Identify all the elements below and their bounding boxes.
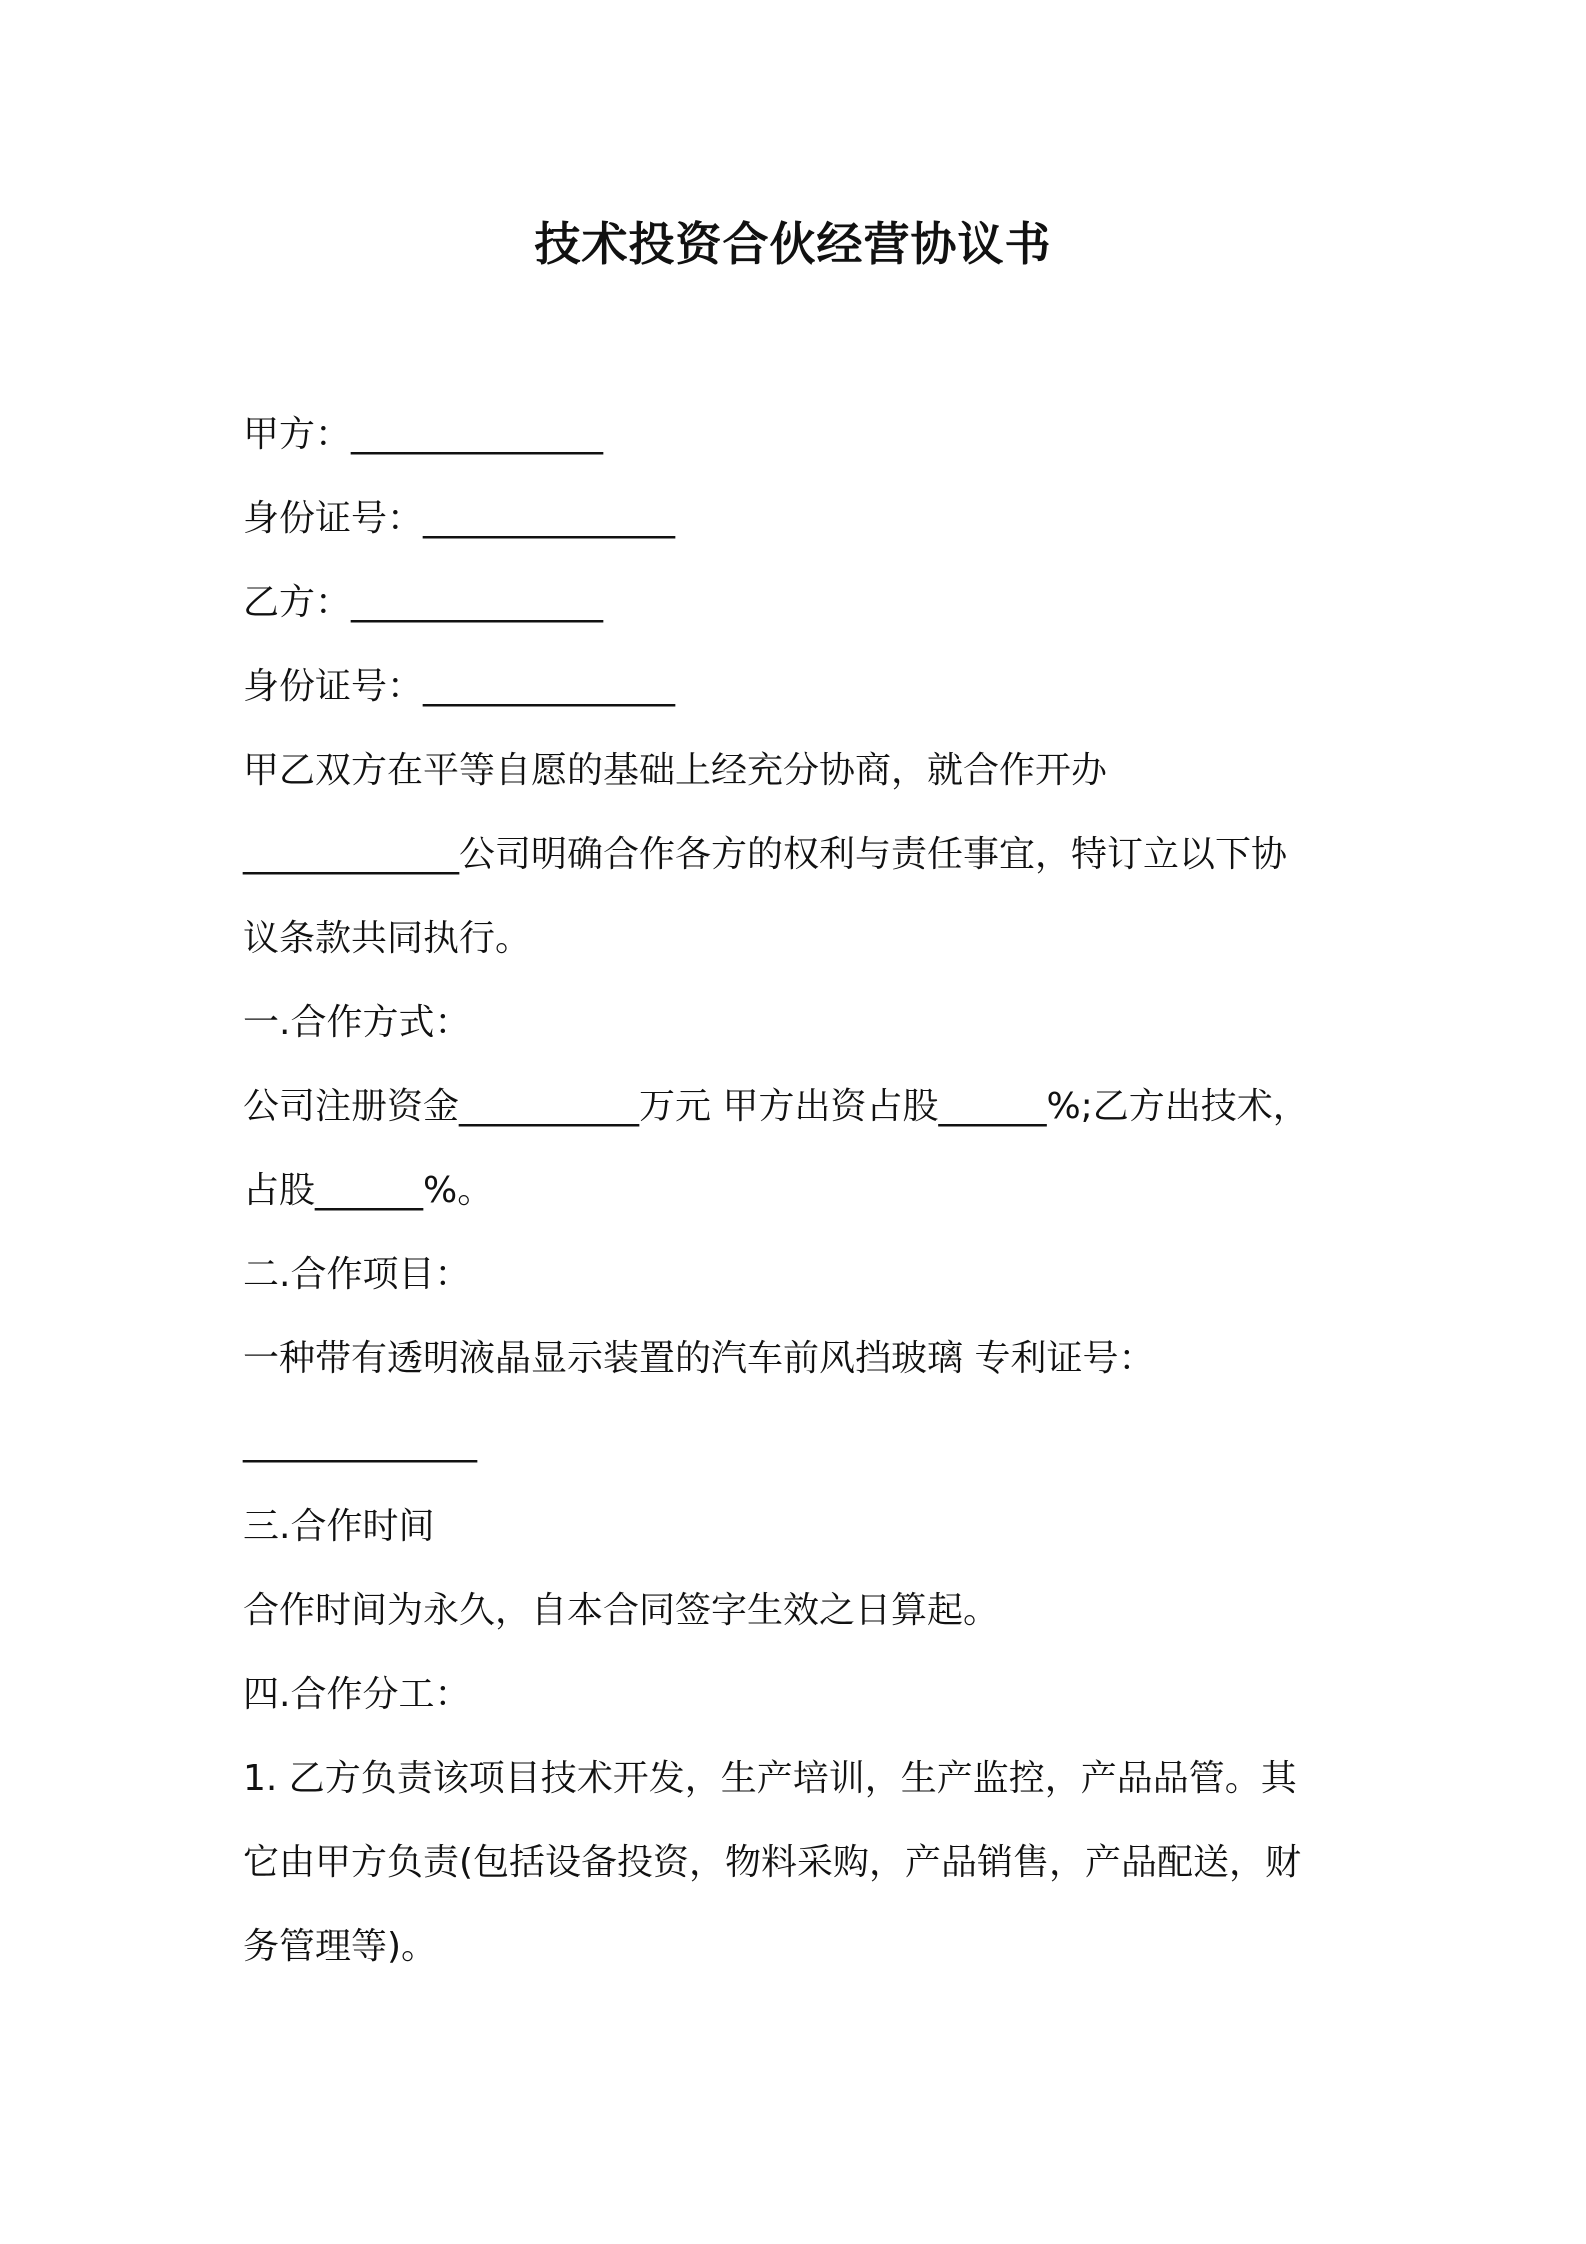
division-of-work-line-2: 它由甲方负责(包括设备投资，物料采购，产品销售，产品配送，财 xyxy=(243,1842,1302,1883)
cooperation-method-line-1: 公司注册资金__________万元 甲方出资占股______%;乙方出技术， xyxy=(243,1086,1309,1127)
cooperation-project-line-1: 一种带有透明液晶显示装置的汽车前风挡玻璃 专利证号： xyxy=(243,1338,1155,1379)
division-of-work-line-3: 务管理等)。 xyxy=(243,1926,438,1967)
section-heading-cooperation-project: 二.合作项目： xyxy=(243,1254,471,1295)
party-b-line: 乙方：______________ xyxy=(243,582,604,623)
document-title: 技术投资合伙经营协议书 xyxy=(534,217,1052,271)
party-a-line: 甲方：______________ xyxy=(243,414,604,455)
division-of-work-line-1: 1. 乙方负责该项目技术开发，生产培训，生产监控，产品品管。其 xyxy=(243,1758,1297,1799)
intro-paragraph-line-2: ____________公司明确合作各方的权利与责任事宜，特订立以下协 xyxy=(243,834,1288,875)
cooperation-method-line-2: 占股______%。 xyxy=(243,1170,494,1211)
section-heading-cooperation-time: 三.合作时间 xyxy=(243,1506,435,1547)
party-b-id-line: 身份证号：______________ xyxy=(243,666,676,707)
patent-number-blank: _____________ xyxy=(243,1422,477,1463)
intro-paragraph-line-3: 议条款共同执行。 xyxy=(243,918,532,959)
section-heading-cooperation-method: 一.合作方式： xyxy=(243,1002,471,1043)
party-a-id-line: 身份证号：______________ xyxy=(243,498,676,539)
section-heading-division-of-work: 四.合作分工： xyxy=(243,1674,471,1715)
intro-paragraph-line-1: 甲乙双方在平等自愿的基础上经充分协商，就合作开办 xyxy=(243,750,1108,791)
cooperation-time-line: 合作时间为永久，自本合同签字生效之日算起。 xyxy=(243,1590,1000,1631)
